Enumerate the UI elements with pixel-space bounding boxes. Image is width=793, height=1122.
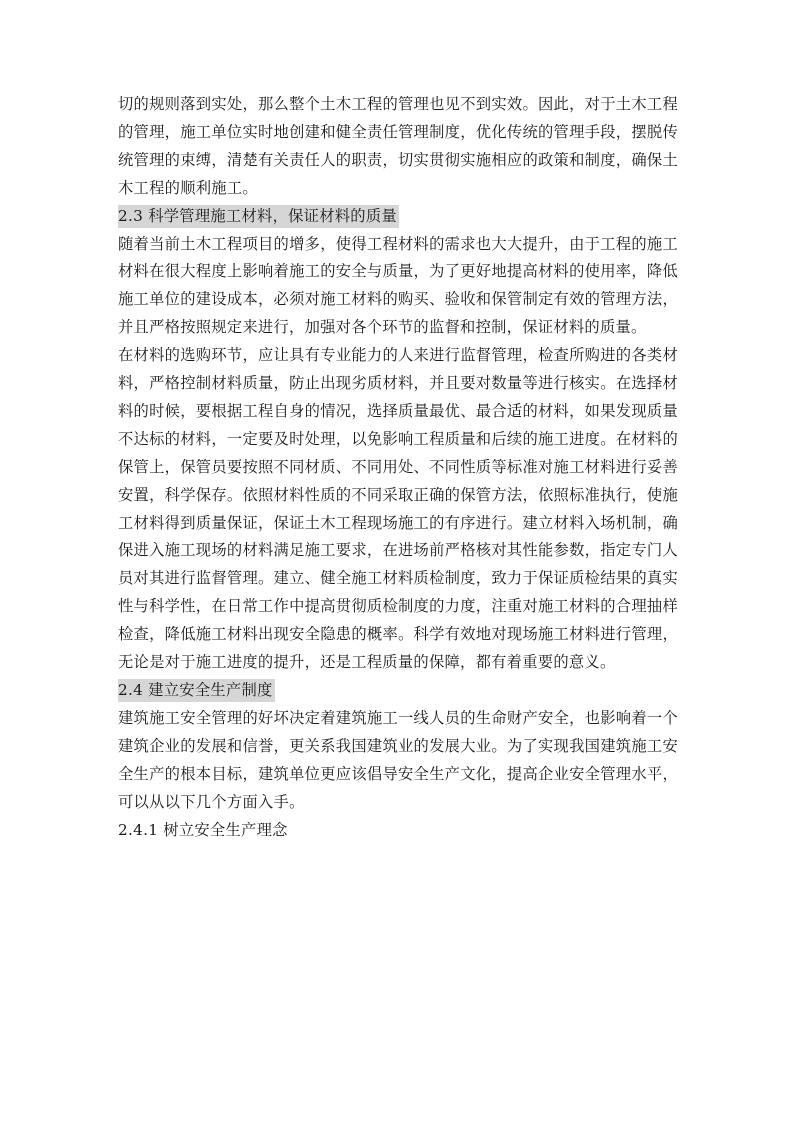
paragraph-material-demand: 随着当前土木工程项目的增多，使得工程材料的需求也大大提升，由于工程的施工材料在很大程度上影响着施工的安全与质量，为了更好地提高材料的使用率，降低施工单位的建设成本，必须对施工材料的购买、验收和保管制定有效的管理方法，并且严格按照规定来进行，加强对各个环节的监督和控制，保证材料的质量。 [118, 234, 678, 337]
section-heading-2-3-container [118, 203, 678, 231]
section-heading-2-3: 2.3 科学管理施工材料，保证材料的质量 [118, 205, 399, 228]
document-page [118, 91, 678, 844]
paragraph-responsibility-management: 切的规则落到实处，那么整个土木工程的管理也见不到实效。因此，对于土木工程的管理，施工单位实时地创建和健全责任管理制度，优化传统的管理手段，摆脱传统管理的束缚，清楚有关责任人的职责，切实贯彻实施相应的政策和制度，确保土木工程的顺利施工。 [118, 95, 678, 197]
paragraph-safety-management: 建筑施工安全管理的好坏决定着建筑施工一线人员的生命财产安全，也影响着一个建筑企业的发展和信誉，更关系我国建筑业的发展大业。为了实现我国建筑施工安全生产的根本目标，建筑单位更应该倡导安全生产文化，提高企业安全管理水平，可以从以下几个方面入手。 [118, 708, 678, 811]
section-heading-2-4: 2.4 建立安全生产制度 [118, 679, 275, 702]
paragraph-material-procurement: 在材料的选购环节，应让具有专业能力的人来进行监督管理，检查所购进的各类材料，严格控制材料质量，防止出现劣质材料，并且要对数量等进行核实。在选择材料的时候，要根据工程自身的情况，选择质量最优、最合适的材料，如果发现质量不达标的材料，一定要及时处理，以免影响工程质量和后续的施工进度。在材料的保管上，保管员要按照不同材质、不同用处、不同性质等标准对施工材料进行妥善安置，科学保存。依照材料性质的不同采取正确的保管方法，依照标准执行，使施工材料得到质量保证，保证土木工程现场施工的有序进行。建立材料入场机制，确保进入施工现场的材料满足施工要求，在进场前严格核对其性能参数，指定专门人员对其进行监督管理。建立、健全施工材料质检制度，致力于保证质检结果的真实性与科学性，在日常工作中提高贯彻质检制度的力度，注重对施工材料的合理抽样检查，降低施工材料出现安全隐患的概率。科学有效地对现场施工材料进行管理，无论是对于施工进度的提升，还是工程质量的保障，都有着重要的意义。 [118, 346, 678, 672]
subsection-heading-2-4-1: 2.4.1 树立安全生产理念 [118, 820, 288, 839]
section-heading-2-4-container [118, 677, 678, 705]
